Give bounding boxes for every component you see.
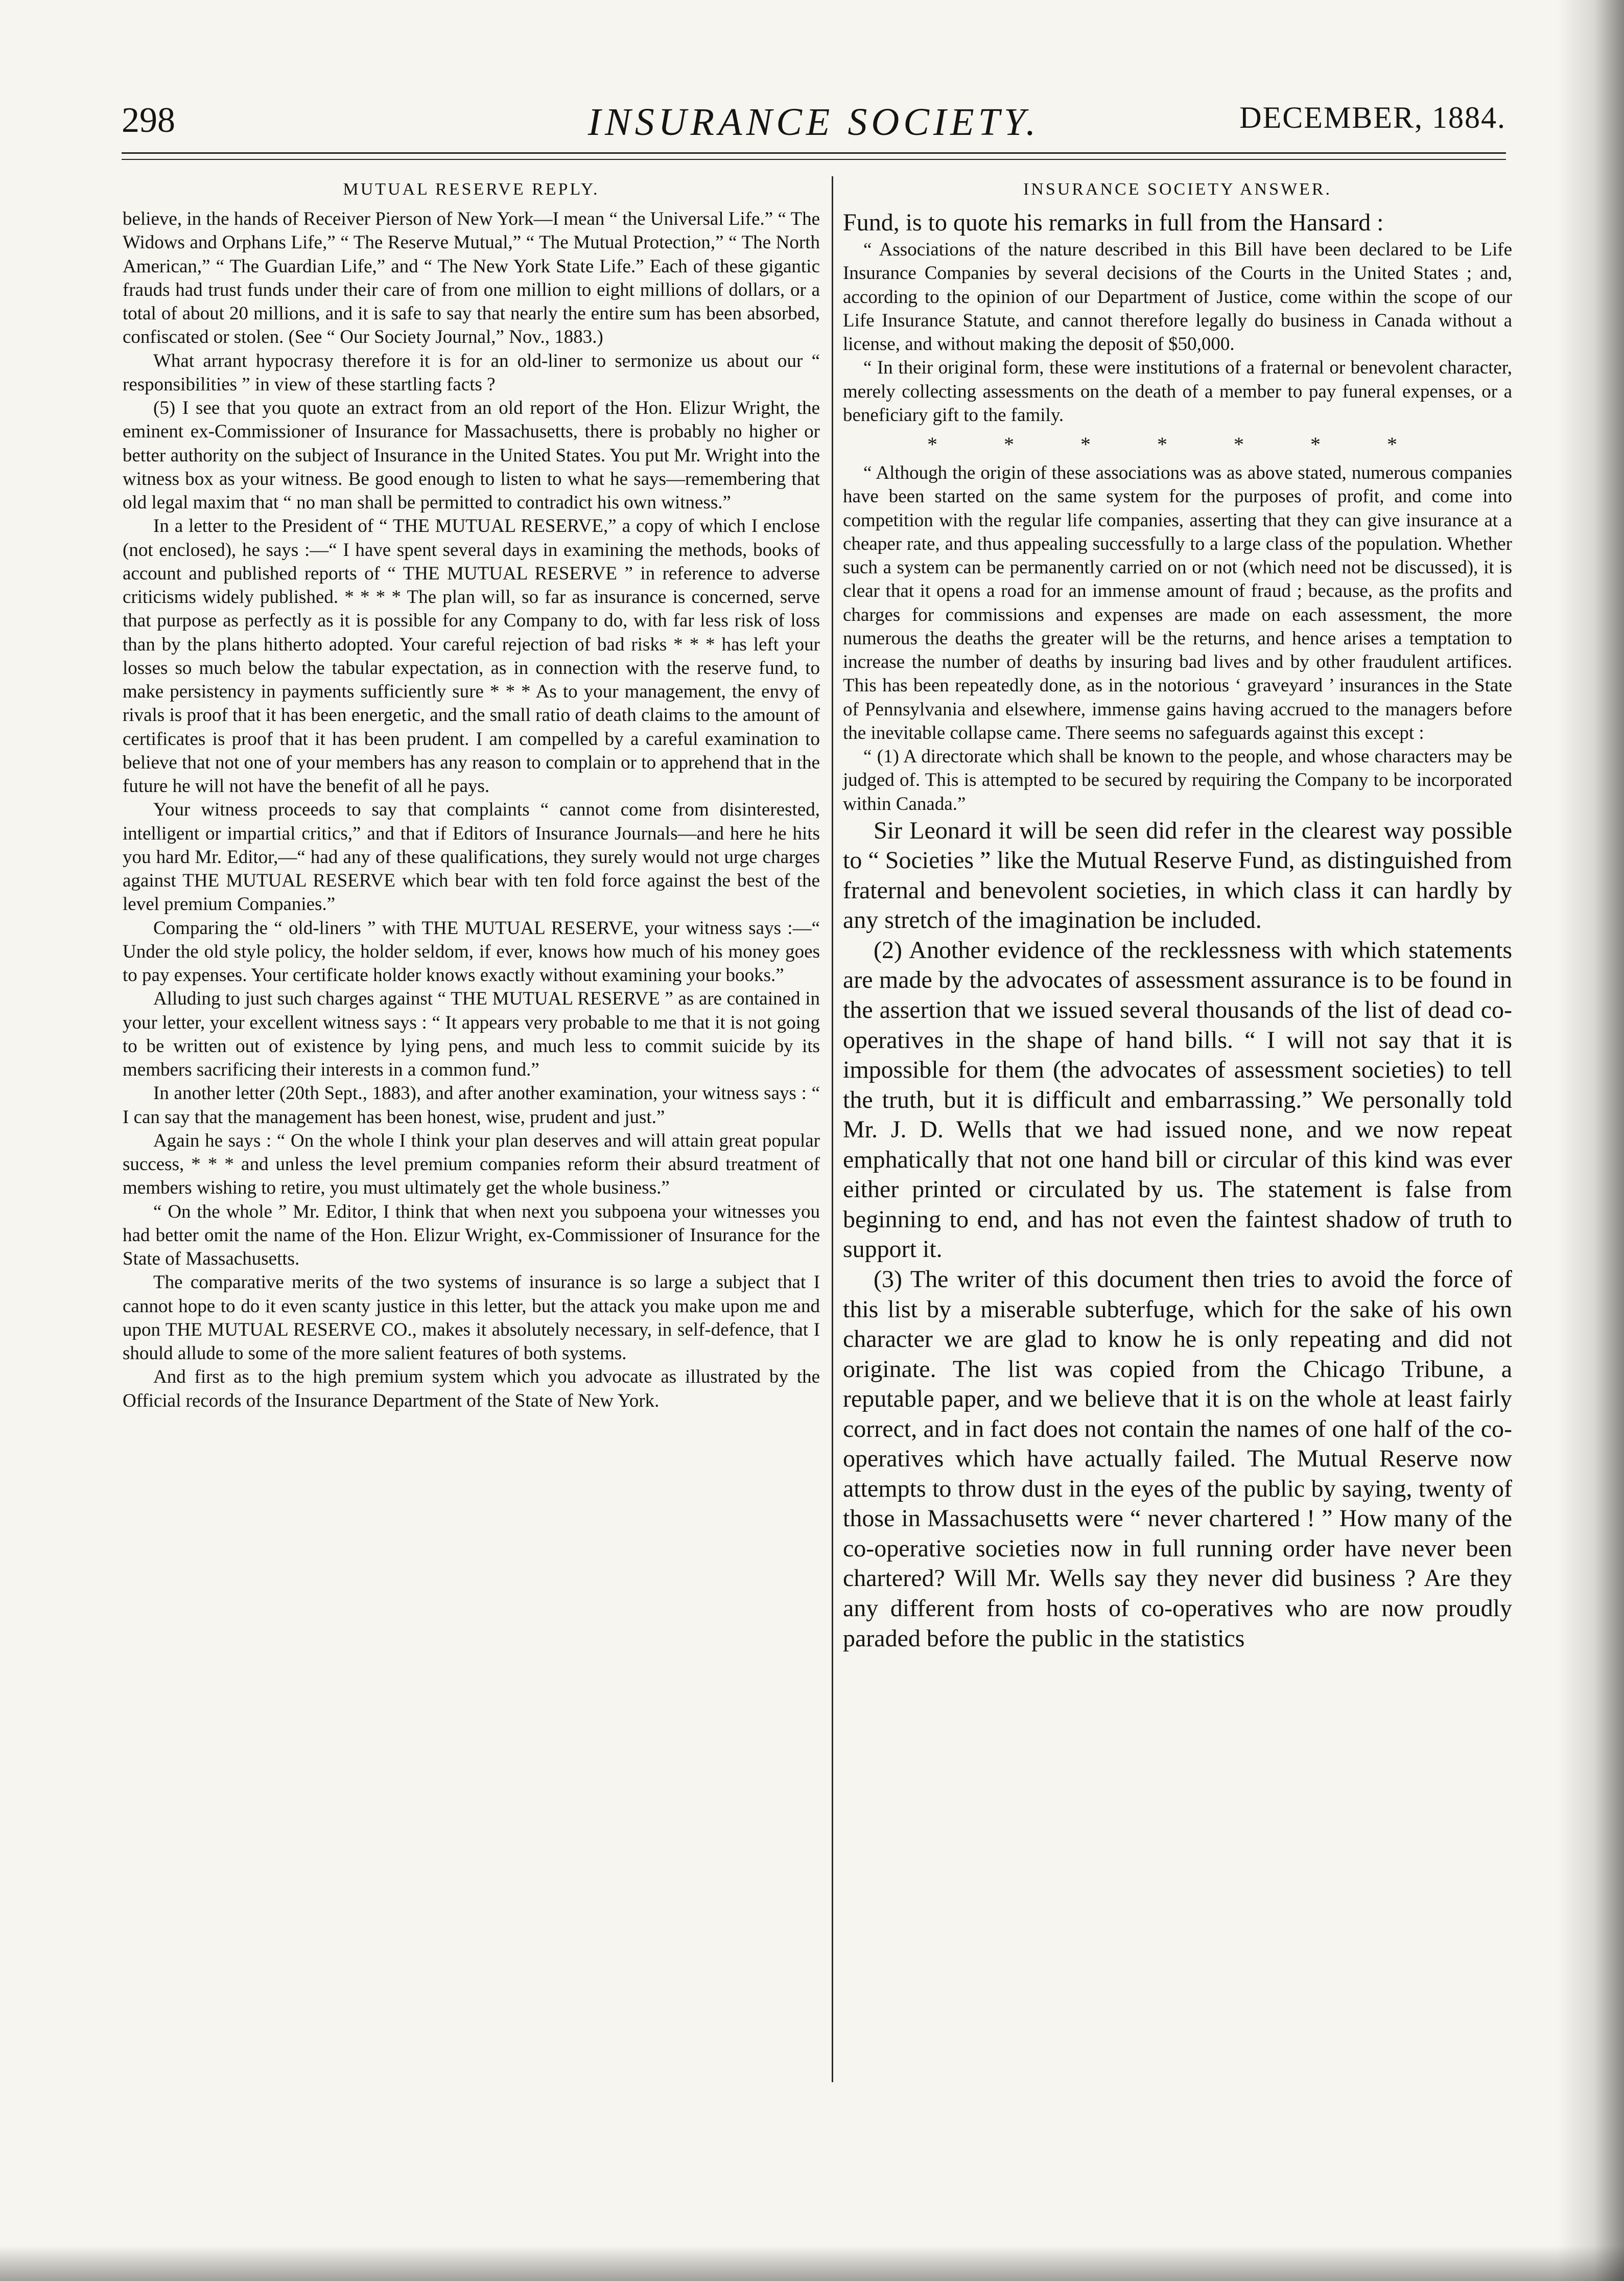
right-lead-line: Fund, is to quote his remarks in full from the Hansard : bbox=[843, 209, 1384, 236]
left-paragraph: In a letter to the President of “ THE MUTUAL RESERVE,” a copy of which I enclose (not enclosed), he says :—“ I have spent several days in examining the methods, books of account and published reports of “ THE MUTUAL RESERVE ” in reference to adverse criticisms widely published. * * * * The plan will, so far as insurance is concerned, serve that purpose as perfectly as it is possible for any Company to do, with far less risk of loss than by the plans hitherto adopted. Your careful rejection of bad risks * * * has left your losses so much below the tabular expectation, as in connection with the reserve fund, to make persistency in payments sufficiently sure * * * As to your management, the envy of rivals is proof that it has been energetic, and the small ratio of death claims to the amount of certificates is proof that it has been prudent. I am compelled by a careful examination to believe that not one of your members has any reason to complain or to apprehend that in the future he will not have the benefit of all he pays. bbox=[123, 516, 820, 797]
right-paragraph: (3) The writer of this document then tries to avoid the force of this list by a miserable subterfuge, which for the sake of his own character we are glad to know he is only repeating and did not originate. The list was copied from the Chicago Tribune, a reputable paper, and we believe that it is on the whole at least fairly correct, and in fact does not contain the names of one half of the co-operatives which have actually failed. The Mutual Reserve now attempts to throw dust in the eyes of the public by saying, twenty of those in Massachusetts were “ never chartered ! ” How many of the co-operative societies now in full running order have never been chartered? Will Mr. Wells say they never did business ? Are they any different from hosts of co-operatives who are now proudly paraded before the public in the statistics bbox=[843, 1265, 1512, 1652]
page-bottom-shadow bbox=[0, 2245, 1624, 2281]
left-paragraph: “ On the whole ” Mr. Editor, I think that when next you subpoena your witnesses you had better omit the name of the Hon. Elizur Wright, ex-Commissioner of Insurance for the State of Massachusetts. bbox=[123, 1201, 820, 1269]
page-binding-shadow bbox=[1558, 0, 1624, 2281]
right-paragraph: (2) Another evidence of the recklessness with which statements are made by the advocates of assessment assurance is to be found in the assertion that we issued several thousands of the list of dead co-operatives in the shape of hand bills. “ I will not say that it is impossible for them (the advocates of assessment societies) to tell the truth, but it is difficult and embarrassing.” We personally told Mr. J. D. Wells that we had issued none, and we now repeat emphatically that not one hand bill or circular of this kind was ever either printed or circulated by us. The statement is false from beginning to end, and has not even the faintest shadow of truth to support it. bbox=[843, 936, 1512, 1263]
left-paragraph: What arrant hypocrasy therefore it is for an old-liner to sermonize us about our “ responsibilities ” in view of these startling facts ? bbox=[123, 350, 820, 395]
right-paragraph: Sir Leonard it will be seen did refer in the clearest way possible to “ Societies ” like the Mutual Reserve Fund, as distinguished from fraternal and benevolent societies, in which class it can hardly by any stretch of the imagination be included. bbox=[843, 817, 1512, 934]
left-paragraph: Comparing the “ old-liners ” with THE MUTUAL RESERVE, your witness says :—“ Under the old style policy, the holder seldom, if ever, knows how much of his money goes to pay expenses. Your certificate holder knows exactly without examining your books.” bbox=[123, 917, 820, 986]
issue-date: DECEMBER, 1884. bbox=[1239, 101, 1506, 134]
quote-paragraph: “ Associations of the nature described in this Bill have been declared to be Life Insurance Companies by several decisions of the Courts in the United States ; and, according to the opinion of our Department of Justice, come within the scope of our Life Insurance Statute, and cannot therefore legally do business in Canada without a license, and without making the deposit of $50,000. bbox=[843, 239, 1512, 355]
left-paragraph: The comparative merits of the two systems of insurance is so large a subject that I cannot hope to do it even scanty justice in this letter, but the attack you make upon me and upon THE MUTUAL RESERVE CO., makes it absolutely necessary, in self-defence, that I should allude to some of the more salient features of both systems. bbox=[123, 1272, 820, 1364]
right-column-heading: INSURANCE SOCIETY ANSWER. bbox=[1023, 180, 1332, 199]
left-paragraph: (5) I see that you quote an extract from an old report of the Hon. Elizur Wright, the eminent ex-Commissioner of Insurance for Massachusetts, there is probably no higher or better authority on the subject of Insurance in the United States. You put Mr. Wright into the witness box as your witness. Be good enough to listen to what he says—remembering that old legal maxim that “ no man shall be permitted to contradict his own witness.” bbox=[123, 398, 820, 513]
left-paragraph: Again he says : “ On the whole I think your plan deserves and will attain great popular success, * * * and unless the level premium companies reform their absurd treatment of members wishing to retire, you must ultimately get the whole business.” bbox=[123, 1130, 820, 1199]
left-paragraph: And first as to the high premium system which you advocate as illustrated by the Official records of the Insurance Department of the State of New York. bbox=[123, 1366, 820, 1411]
quote-paragraph: “ Although the origin of these associations was as above stated, numerous companies have been started on the same system for the purposes of profit, and come into competition with the regular life companies, asserting that they can give insurance at a cheaper rate, and thus appealing successfully to a large class of the population. Whether such a system can be permanently carried on or not (which need not be discussed), it is clear that it opens a road for an immense amount of fraud ; because, as the profits and charges for commissions and expenses are made on each assessment, the more numerous the deaths the greater will be the returns, and hence arises a temptation to increase the number of deaths by insuring bad lives and by other fraudulent artifices. This has been repeatedly done, as in the notorious ‘ graveyard ’ insurances in the State of Pennsylvania and elsewhere, immense gains having accrued to the managers before the inevitable collapse came. There seems no safeguards against this except : bbox=[843, 462, 1512, 743]
running-title: INSURANCE SOCIETY. bbox=[587, 101, 1040, 144]
header-rule bbox=[122, 152, 1506, 154]
left-column bbox=[123, 180, 820, 1413]
right-column bbox=[843, 180, 1512, 1654]
asterisk-separator: * * * * * * * bbox=[927, 433, 1428, 456]
quote-paragraph: “ In their original form, these were institutions of a fraternal or benevolent character, merely collecting assessments on the death of a member to pay funeral expenses, or a beneficiary gift to the family. bbox=[843, 357, 1512, 426]
column-divider bbox=[832, 176, 833, 2082]
left-paragraph: In another letter (20th Sept., 1883), and after another examination, your witness says : “ I can say that the management has been honest, wise, prudent and just.” bbox=[123, 1083, 820, 1128]
header-rule-thin bbox=[122, 159, 1506, 160]
left-paragraph: Your witness proceeds to say that complaints “ cannot come from disinterested, intelligent or impartial critics,” and that if Editors of Insurance Journals—and here he hits you hard Mr. Editor,—“ had any of these qualifications, they surely would not urge charges against THE MUTUAL RESERVE which bear with ten fold force against the best of the level premium Companies.” bbox=[123, 799, 820, 915]
page-number: 298 bbox=[122, 101, 175, 140]
quote-paragraph: “ (1) A directorate which shall be known to the people, and whose characters may be judged of. This is attempted to be secured by requiring the Company to be incorporated within Canada.” bbox=[843, 746, 1512, 814]
left-column-heading: MUTUAL RESERVE REPLY. bbox=[343, 180, 600, 199]
left-paragraph: believe, in the hands of Receiver Pierson of New York—I mean “ the Universal Life.” “ The Widows and Orphans Life,” “ The Reserve Mutual,” “ The Mutual Protection,” “ The North American,” “ The Guardian Life,” and “ The New York State Life.” Each of these gigantic frauds had trust funds under their care of from one million to eight millions of dollars, or a total of about 20 millions, and it is safe to say that nearly the entire sum has been absorbed, confiscated or stolen. (See “ Our Society Journal,” Nov., 1883.) bbox=[123, 208, 820, 348]
page-header bbox=[122, 100, 1506, 146]
left-paragraph: Alluding to just such charges against “ THE MUTUAL RESERVE ” as are contained in your letter, your excellent witness says : “ It appears very probable to me that it is not going to be written out of existence by lying pens, and much less to commit suicide by its members sacrificing their interests in a common fund.” bbox=[123, 988, 820, 1080]
